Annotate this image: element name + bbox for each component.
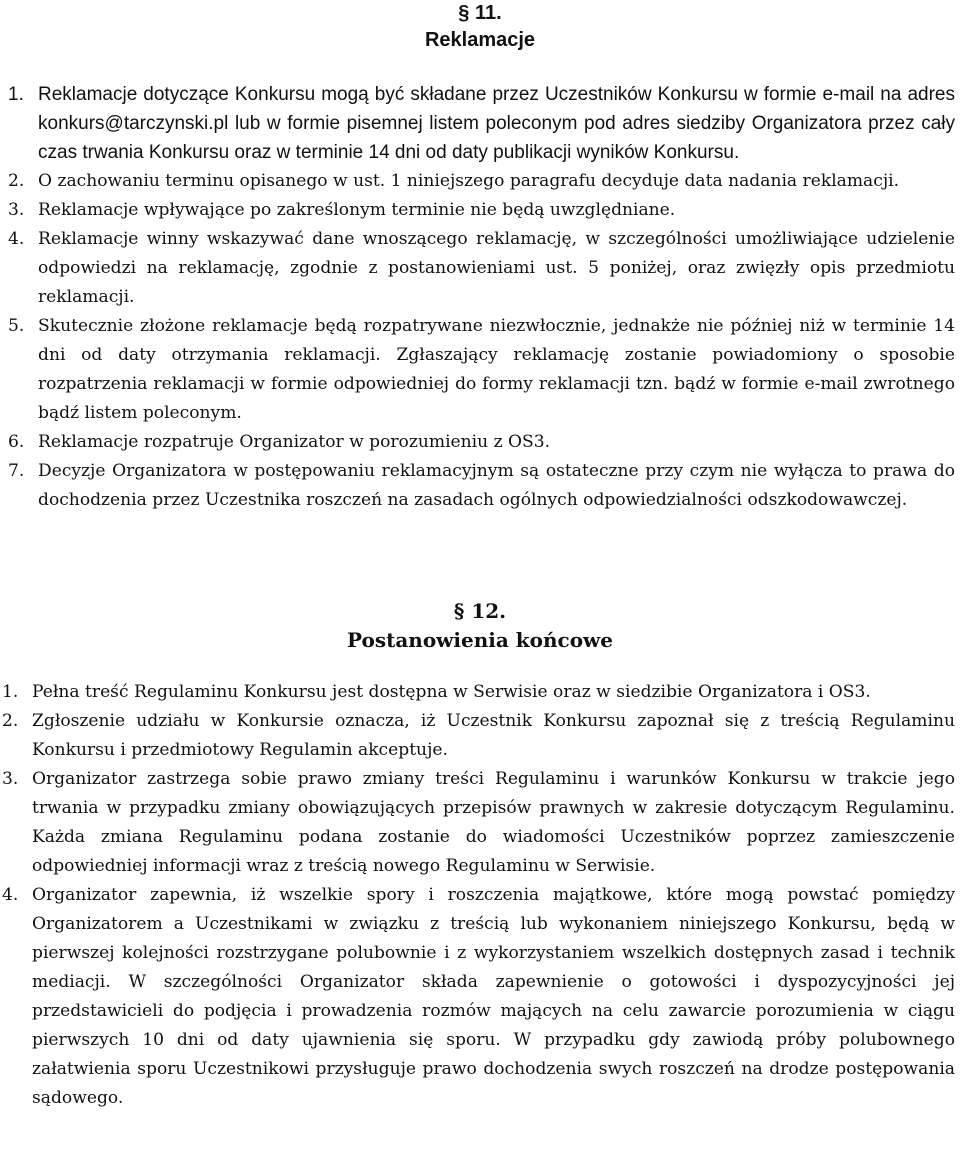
list-item (8, 167, 955, 196)
list-item (2, 678, 955, 707)
section-11-number: § 11. (458, 2, 502, 24)
item-number: 5. (8, 316, 25, 336)
list-item (8, 312, 955, 428)
section-11-heading (0, 0, 960, 54)
list-item (2, 707, 955, 765)
list-item (8, 428, 955, 457)
item-number: 4. (8, 229, 25, 249)
item-text: Decyzje Organizatora w postępowaniu reklamacyjnym są ostateczne przy czym nie wyłącza to prawa do dochodzenia przez Uczestnika roszczeń na zasadach ogólnych odpowiedzialności odszkodowawczej. (38, 461, 955, 510)
list-item (8, 196, 955, 225)
item-number: 1. (8, 84, 24, 105)
item-number: 7. (8, 461, 25, 481)
section-11-list (8, 80, 955, 515)
list-item (2, 765, 955, 881)
list-item (8, 457, 955, 515)
item-text: Reklamacje rozpatruje Organizator w porozumieniu z OS3. (38, 432, 551, 452)
item-number: 1. (2, 682, 19, 702)
section-12-list (2, 678, 955, 1113)
item-number: 6. (8, 432, 25, 452)
item-text: Reklamacje winny wskazywać dane wnoszącego reklamację, w szczególności umożliwiające udzielenie odpowiedzi na reklamację, zgodnie z postanowieniami ust. 5 poniżej, oraz zwięzły opis przedmiotu reklamacji. (38, 229, 955, 307)
item-text: O zachowaniu terminu opisanego w ust. 1 niniejszego paragrafu decyduje data nadania reklamacji. (38, 171, 900, 191)
item-text: Zgłoszenie udziału w Konkursie oznacza, iż Uczestnik Konkursu zapoznał się z treścią Regulaminu Konkursu i przedmiotowy Regulamin akceptuje. (32, 711, 955, 760)
item-number: 4. (2, 885, 19, 905)
list-item (8, 80, 955, 167)
section-12-number: § 12. (453, 599, 507, 623)
item-number: 2. (8, 171, 25, 191)
section-12-title: Postanowienia końcowe (347, 628, 613, 652)
section-11-title: Reklamacje (424, 29, 536, 51)
item-text: Skutecznie złożone reklamacje będą rozpatrywane niezwłocznie, jednakże nie później niż w terminie 14 dni od daty otrzymania reklamacji. Zgłaszający reklamację zostanie powiadomiony o sposobie rozpatrzenia reklamacji w formie odpowiedniej do formy reklamacji tzn. bądź w formie e-mail zwrotnego bądź listem poleconym. (38, 316, 955, 423)
item-number: 2. (2, 711, 19, 731)
list-item (2, 881, 955, 1113)
item-number: 3. (2, 769, 19, 789)
list-item (8, 225, 955, 312)
item-text: Reklamacje wpływające po zakreślonym terminie nie będą uwzględniane. (38, 200, 676, 220)
item-number: 3. (8, 200, 25, 220)
item-text: Organizator zastrzega sobie prawo zmiany treści Regulaminu i warunków Konkursu w trakcie jego trwania w przypadku zmiany obowiązujących przepisów prawnych w zakresie dotyczącym Regulaminu. Każda zmiana Regulaminu podana zostanie do wiadomości Uczestników poprzez zamieszczenie odpowiedniej informacji wraz z treścią nowego Regulaminu w Serwisie. (32, 769, 955, 876)
item-text: Reklamacje dotyczące Konkursu mogą być składane przez Uczestników Konkursu w formie e-mail na adres konkurs@tarczynski.pl lub w formie pisemnej listem poleconym pod adres siedziby Organizatora przez cały czas trwania Konkursu oraz w terminie 14 dni od daty publikacji wyników Konkursu. (38, 84, 955, 163)
section-12-heading (0, 597, 960, 655)
item-text: Pełna treść Regulaminu Konkursu jest dostępna w Serwisie oraz w siedzibie Organizatora i OS3. (32, 682, 871, 702)
item-text: Organizator zapewnia, iż wszelkie spory i roszczenia majątkowe, które mogą powstać pomiędzy Organizatorem a Uczestnikami w związku z treścią lub wykonaniem niniejszego Konkursu, będą w pierwszej kolejności rozstrzygane polubownie i z wykorzystaniem wszelkich dostępnych zasad i technik mediacji. W szczególności Organizator składa zapewnienie o gotowości i dyspozycyjności jej przedstawicieli do podjęcia i prowadzenia rozmów mających na celu zawarcie porozumienia w ciągu pierwszych 10 dni od daty ujawnienia się sporu. W przypadku gdy zawiodą próby polubownego załatwienia sporu Uczestnikowi przysługuje prawo dochodzenia swych roszczeń na drodze postępowania sądowego. (32, 885, 955, 1108)
